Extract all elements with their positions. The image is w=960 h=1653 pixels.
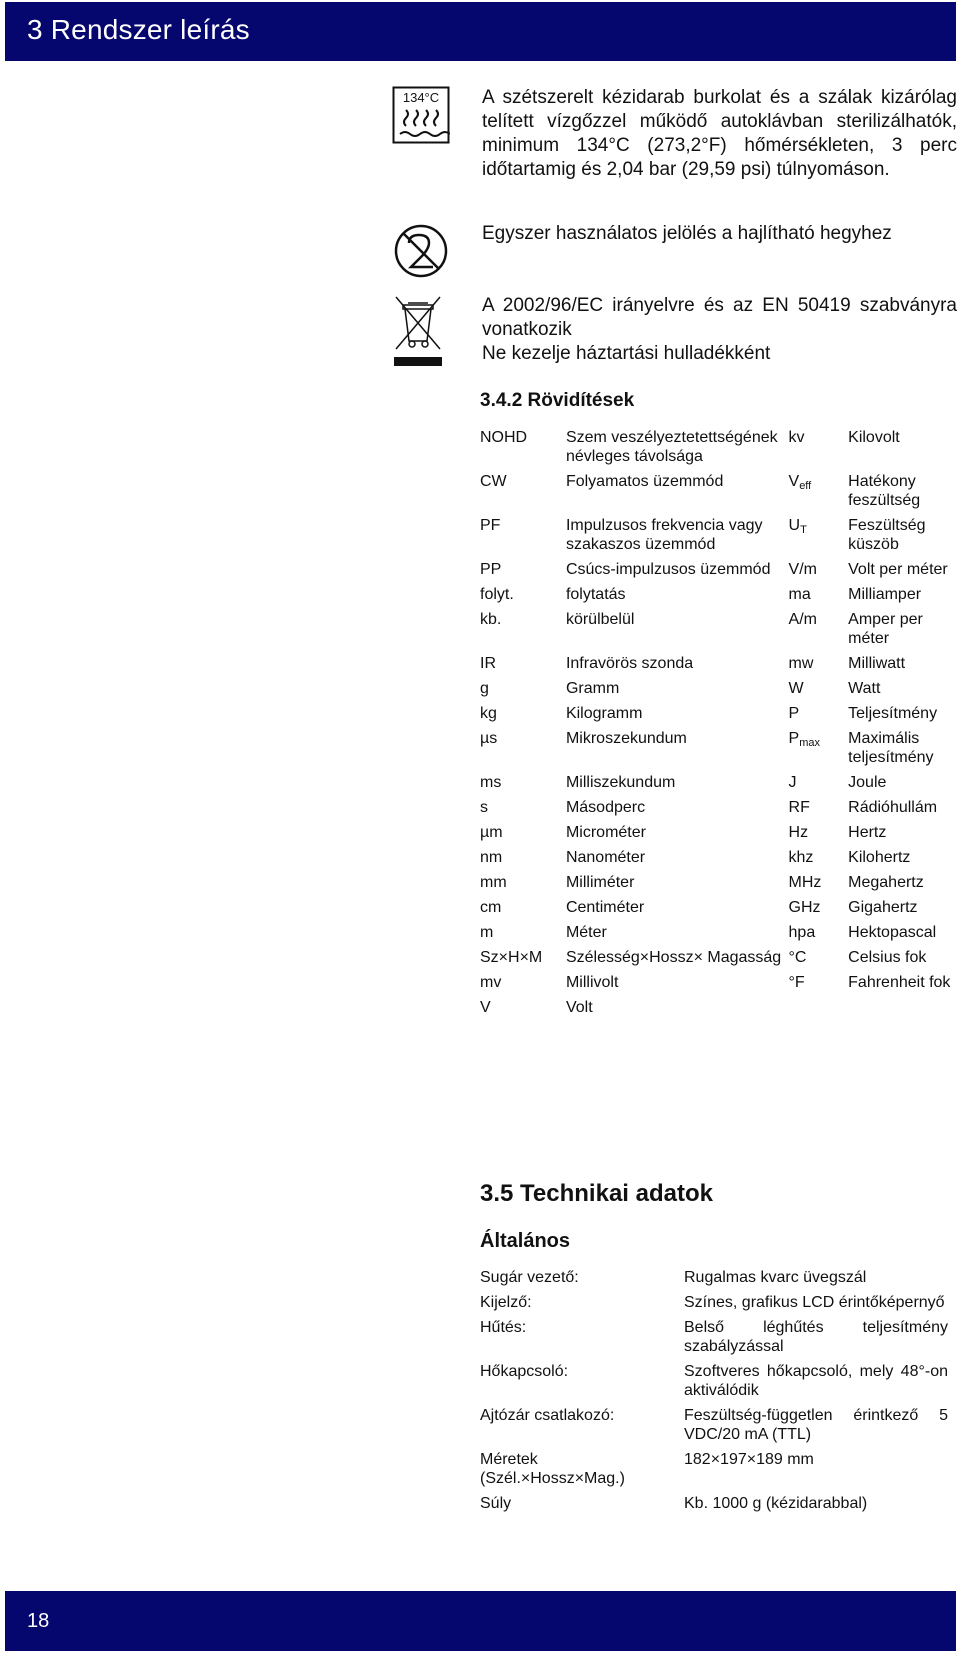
spec-value: Szoftveres hőkapcsoló, mely 48°-on aktiválódik bbox=[684, 1363, 948, 1399]
unit-symbol-cell bbox=[787, 516, 847, 560]
abbreviation-meaning-cell: Volt bbox=[565, 999, 593, 1016]
spec-value: Rugalmas kvarc üvegszál bbox=[684, 1269, 867, 1286]
unit-symbol-cell bbox=[787, 773, 847, 798]
weee-bin-icon bbox=[392, 293, 444, 373]
abbreviation-meaning-cell: Milliszekundum bbox=[565, 774, 676, 791]
abbreviation-meaning-cell: Csúcs-impulzusos üzemmód bbox=[565, 561, 771, 578]
unit-symbol: MHz bbox=[788, 874, 822, 891]
unit-symbol: GHz bbox=[788, 899, 821, 916]
abbreviation-cell: ms bbox=[480, 774, 502, 791]
unit-symbol: RF bbox=[788, 799, 810, 816]
abbreviations-heading bbox=[480, 390, 634, 412]
abbreviations-heading-text: 3.4.2 Rövidítések bbox=[480, 390, 635, 411]
abbreviation-meaning-cell: Kilogramm bbox=[565, 705, 643, 722]
abbreviation-cell: s bbox=[480, 799, 488, 816]
unit-symbol: P bbox=[788, 730, 800, 747]
abbreviation-cell: PP bbox=[480, 561, 502, 578]
unit-symbol-cell bbox=[787, 610, 847, 654]
unit-symbol-cell bbox=[787, 654, 847, 679]
abbreviation-meaning-cell: Nanométer bbox=[565, 849, 646, 866]
unit-symbol: V bbox=[788, 473, 800, 490]
page-title: 3 Rendszer leírás bbox=[27, 14, 250, 45]
unit-meaning-cell: Hektopascal bbox=[848, 924, 937, 941]
unit-meaning-cell: Feszültség küszöb bbox=[848, 517, 926, 553]
abbreviation-cell: mv bbox=[480, 974, 502, 991]
spec-value: 182×197×189 mm bbox=[684, 1451, 814, 1468]
unit-symbol: Hz bbox=[788, 824, 809, 841]
unit-symbol: J bbox=[788, 774, 797, 791]
unit-meaning-cell: Maximális teljesítmény bbox=[848, 730, 934, 766]
general-subheading: Általános bbox=[480, 1230, 571, 1252]
abbreviation-meaning-cell: Szem veszélyeztetettségének névleges távolsága bbox=[565, 429, 778, 465]
spec-value: Feszültség-független érintkező 5 VDC/20 mA (TTL) bbox=[684, 1407, 948, 1443]
table-row bbox=[478, 798, 960, 823]
unit-meaning-cell: Milliamper bbox=[848, 586, 922, 603]
spec-label: Kijelző: bbox=[480, 1294, 532, 1311]
unit-meaning-cell: Volt per méter bbox=[848, 561, 948, 578]
unit-symbol: khz bbox=[788, 849, 814, 866]
unit-symbol-cell bbox=[787, 472, 847, 516]
table-row bbox=[478, 848, 960, 873]
unit-symbol: kv bbox=[788, 429, 805, 446]
table-row bbox=[478, 729, 960, 773]
table-row bbox=[478, 998, 960, 1023]
abbreviation-meaning-cell: Másodperc bbox=[565, 799, 646, 816]
unit-symbol: A/m bbox=[788, 611, 817, 628]
unit-subscript: max bbox=[799, 737, 820, 749]
autoclave-icon bbox=[392, 86, 450, 144]
table-row bbox=[478, 1494, 950, 1519]
unit-symbol-cell bbox=[787, 823, 847, 848]
table-row bbox=[478, 948, 960, 973]
table-row bbox=[478, 585, 960, 610]
abbreviation-meaning-cell: Infravörös szonda bbox=[565, 655, 694, 672]
unit-symbol: P bbox=[788, 705, 800, 722]
spec-value: Színes, grafikus LCD érintőképernyő bbox=[684, 1294, 945, 1311]
spec-label: Ajtózár csatlakozó: bbox=[480, 1407, 615, 1424]
abbreviation-cell: PF bbox=[480, 517, 501, 534]
unit-symbol-cell bbox=[787, 848, 847, 873]
unit-meaning-cell: Kilovolt bbox=[848, 429, 900, 446]
unit-symbol-cell bbox=[787, 998, 847, 1023]
table-row bbox=[478, 1406, 950, 1450]
unit-symbol-cell bbox=[787, 798, 847, 823]
abbreviation-cell: kg bbox=[480, 705, 497, 722]
unit-symbol-cell bbox=[787, 560, 847, 585]
unit-subscript: eff bbox=[799, 480, 812, 492]
table-row bbox=[478, 1362, 950, 1406]
abbreviation-cell: g bbox=[480, 680, 489, 697]
unit-symbol: °F bbox=[788, 974, 805, 991]
unit-symbol-cell bbox=[787, 679, 847, 704]
abbreviation-cell: IR bbox=[480, 655, 496, 672]
table-row bbox=[478, 1293, 950, 1318]
unit-meaning-cell: Fahrenheit fok bbox=[848, 974, 951, 991]
table-row bbox=[478, 873, 960, 898]
table-row bbox=[478, 1318, 950, 1362]
abbreviation-cell: µm bbox=[480, 824, 503, 841]
table-row bbox=[478, 898, 960, 923]
table-row bbox=[478, 923, 960, 948]
unit-symbol: °C bbox=[788, 949, 807, 966]
weee-description-line1: A 2002/96/EC irányelvre és az EN 50419 szabványra vonatkozik bbox=[482, 295, 957, 340]
unit-meaning-cell: Hatékony feszültség bbox=[848, 473, 921, 509]
abbreviation-cell: nm bbox=[480, 849, 503, 866]
weee-description bbox=[482, 294, 957, 366]
single-use-description: Egyszer használatos jelölés a hajlítható hegyhez bbox=[482, 223, 892, 244]
abbreviation-meaning-cell: Millivolt bbox=[565, 974, 619, 991]
abbreviations-table bbox=[478, 428, 960, 1023]
unit-meaning-cell: Amper per méter bbox=[848, 611, 923, 647]
abbreviation-cell: kb. bbox=[480, 611, 502, 628]
spec-label: Hűtés: bbox=[480, 1319, 527, 1336]
unit-subscript: T bbox=[800, 524, 807, 536]
abbreviation-cell: mm bbox=[480, 874, 507, 891]
abbreviation-cell: NOHD bbox=[480, 429, 528, 446]
abbreviation-cell: µs bbox=[480, 730, 498, 747]
unit-meaning-cell: Kilohertz bbox=[848, 849, 911, 866]
technical-data-table bbox=[478, 1268, 950, 1519]
table-row bbox=[478, 428, 960, 472]
unit-symbol-cell bbox=[787, 973, 847, 998]
unit-symbol: V/m bbox=[788, 561, 817, 578]
abbreviation-cell: V bbox=[480, 999, 491, 1016]
technical-data-heading: 3.5 Technikai adatok bbox=[480, 1180, 713, 1207]
table-row bbox=[478, 704, 960, 729]
spec-value: Kb. 1000 g (kézidarabbal) bbox=[684, 1495, 868, 1512]
unit-meaning-cell: Megahertz bbox=[848, 874, 924, 891]
unit-symbol: hpa bbox=[788, 924, 816, 941]
abbreviation-meaning-cell: folytatás bbox=[565, 586, 626, 603]
unit-symbol-cell bbox=[787, 704, 847, 729]
abbreviation-cell: m bbox=[480, 924, 494, 941]
unit-symbol-cell bbox=[787, 585, 847, 610]
unit-meaning-cell: Hertz bbox=[848, 824, 887, 841]
unit-meaning-cell: Celsius fok bbox=[848, 949, 927, 966]
spec-label: Méretek (Szél.×Hossz×Mag.) bbox=[480, 1451, 625, 1487]
single-use-icon bbox=[392, 222, 450, 280]
autoclave-description: A szétszerelt kézidarab burkolat és a szálak kizárólag telített vízgőzzel működő autoklávban sterilizálhatók, minimum 134°C (273,2°F) hőmérsékleten, 3 perc időtartamig és 2,04 bar (29,59 psi) túlnyomáson. bbox=[482, 87, 957, 180]
unit-symbol-cell bbox=[787, 898, 847, 923]
unit-symbol: U bbox=[788, 517, 801, 534]
unit-symbol-cell bbox=[787, 428, 847, 472]
unit-symbol-cell bbox=[787, 948, 847, 973]
abbreviation-meaning-cell: Mikroszekundum bbox=[565, 730, 687, 747]
table-row bbox=[478, 679, 960, 704]
unit-meaning-cell: Watt bbox=[848, 680, 881, 697]
table-row bbox=[478, 1268, 950, 1293]
autoclave-temp-label: 134°C bbox=[402, 90, 440, 105]
page-number: 18 bbox=[27, 1610, 50, 1632]
table-row bbox=[478, 1450, 950, 1494]
unit-symbol-cell bbox=[787, 923, 847, 948]
spec-value: Belső léghűtés teljesítmény szabályzással bbox=[684, 1319, 948, 1355]
unit-meaning-cell: Gigahertz bbox=[848, 899, 918, 916]
table-row bbox=[478, 654, 960, 679]
table-row bbox=[478, 973, 960, 998]
unit-meaning-cell bbox=[846, 998, 960, 1023]
abbreviation-meaning-cell: Gramm bbox=[565, 680, 620, 697]
unit-meaning-cell: Milliwatt bbox=[848, 655, 906, 672]
unit-symbol-cell bbox=[787, 729, 847, 773]
abbreviation-meaning-cell: Milliméter bbox=[565, 874, 635, 891]
abbreviation-meaning-cell: Impulzusos frekvencia vagy szakaszos üzemmód bbox=[565, 517, 763, 553]
abbreviation-meaning-cell: Centiméter bbox=[565, 899, 645, 916]
abbreviation-meaning-cell: Szélesség×Hossz× Magasság bbox=[565, 949, 782, 966]
table-row bbox=[478, 773, 960, 798]
unit-symbol: W bbox=[788, 680, 804, 697]
spec-label: Sugár vezető: bbox=[480, 1269, 579, 1286]
table-row bbox=[478, 560, 960, 585]
abbreviation-cell: cm bbox=[480, 899, 502, 916]
abbreviation-cell: CW bbox=[480, 473, 507, 490]
spec-label: Hőkapcsoló: bbox=[480, 1363, 569, 1380]
abbreviation-meaning-cell: Méter bbox=[565, 924, 607, 941]
abbreviation-meaning-cell: körülbelül bbox=[565, 611, 635, 628]
unit-meaning-cell: Joule bbox=[848, 774, 887, 791]
footer-bar bbox=[5, 1591, 956, 1651]
abbreviation-cell: Sz×H×M bbox=[480, 949, 543, 966]
abbreviation-meaning-cell: Microméter bbox=[565, 824, 646, 841]
unit-symbol-cell bbox=[787, 873, 847, 898]
table-row bbox=[478, 472, 960, 516]
unit-symbol: ma bbox=[788, 586, 811, 603]
table-row bbox=[478, 610, 960, 654]
unit-meaning-cell: Rádióhullám bbox=[848, 799, 938, 816]
unit-symbol: mw bbox=[788, 655, 814, 672]
header-bar bbox=[5, 2, 956, 61]
abbreviation-meaning-cell: Folyamatos üzemmód bbox=[565, 473, 724, 490]
unit-meaning-cell: Teljesítmény bbox=[848, 705, 938, 722]
table-row bbox=[478, 823, 960, 848]
spec-label: Súly bbox=[480, 1495, 512, 1512]
abbreviation-cell: folyt. bbox=[480, 586, 514, 603]
table-row bbox=[478, 516, 960, 560]
weee-description-line2: Ne kezelje háztartási hulladékként bbox=[482, 343, 771, 364]
